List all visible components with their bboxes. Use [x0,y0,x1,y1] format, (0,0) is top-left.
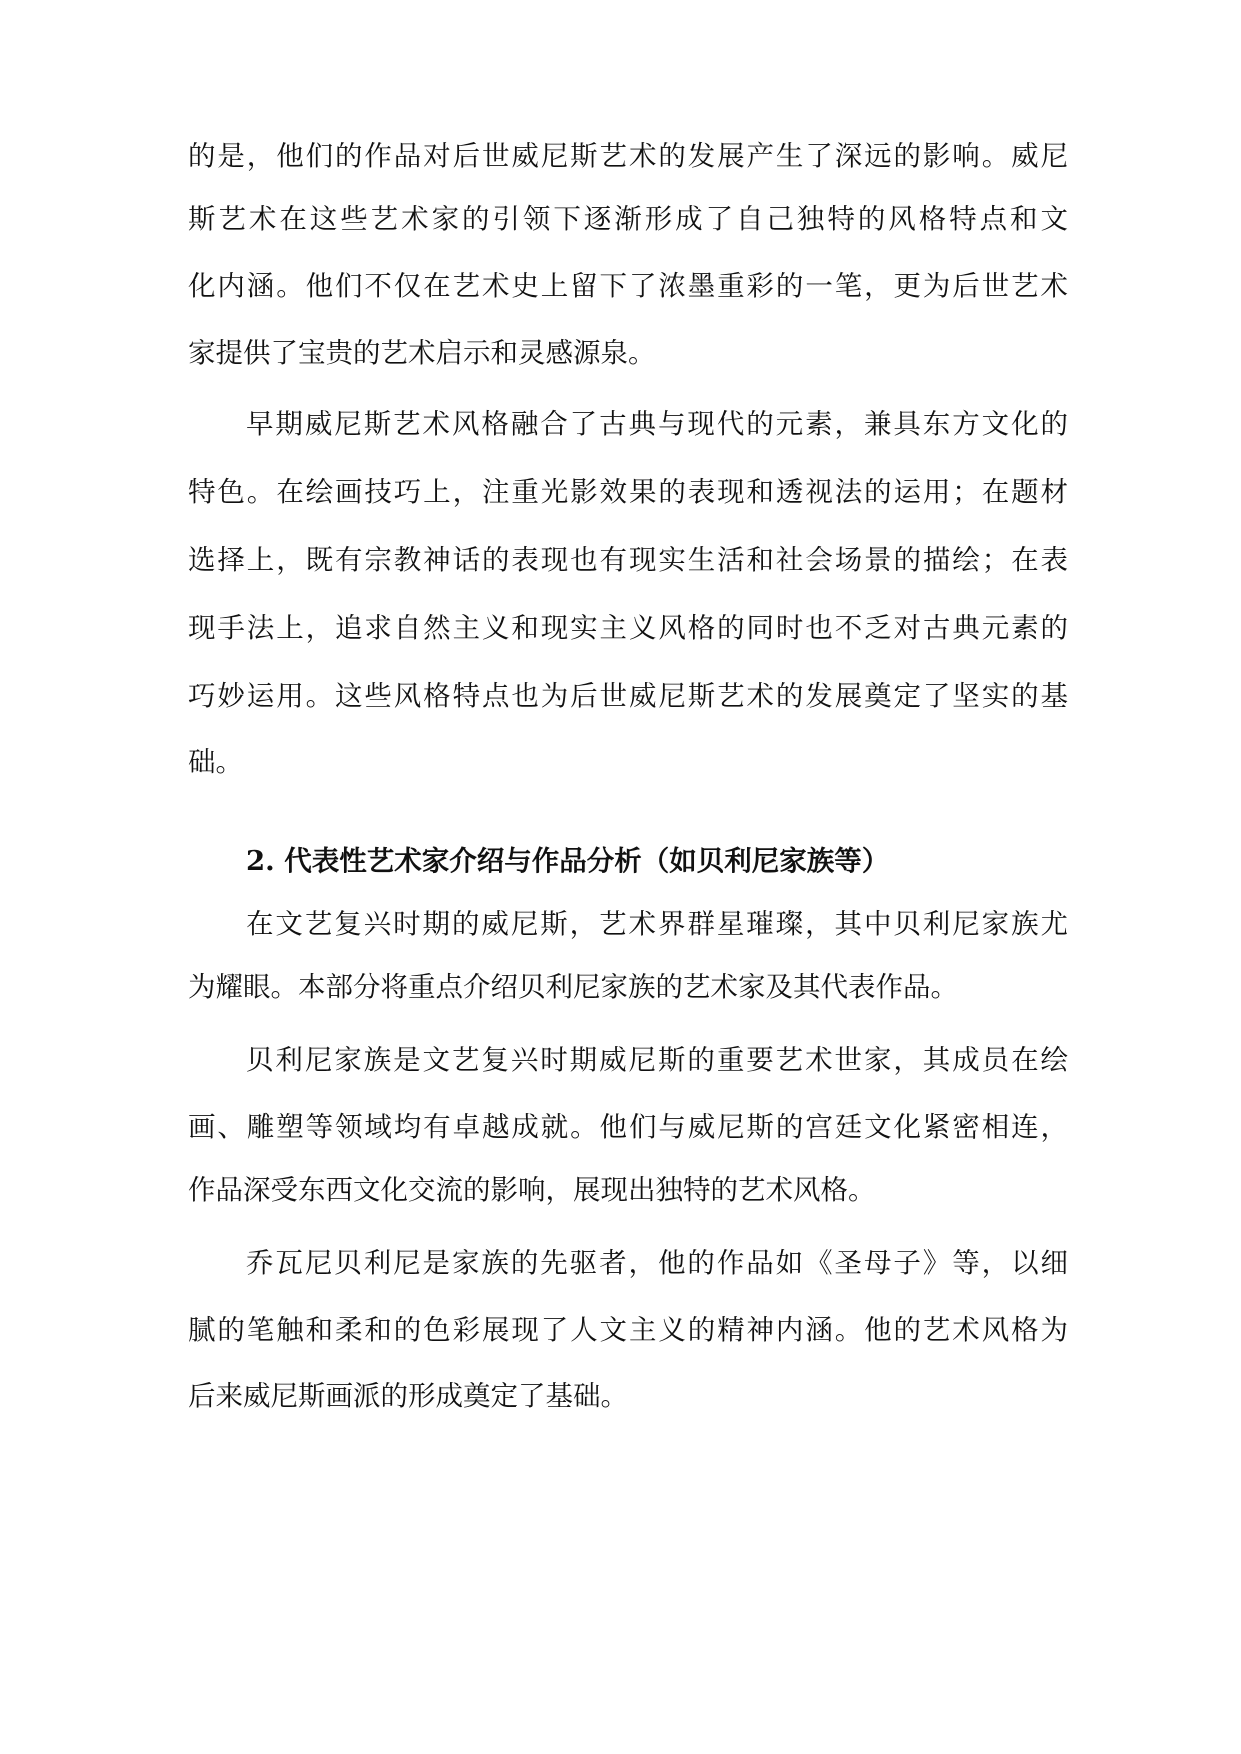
paragraph-2-line-1: 早期威尼斯艺术风格融合了古典与现代的元素，兼具东方文化的 [246,408,1068,440]
paragraph-1-line-1: 的是，他们的作品对后世威尼斯艺术的发展产生了深远的影响。威尼 [188,140,1068,172]
paragraph-4-line-3: 作品深受东西文化交流的影响，展现出独特的艺术风格。 [188,1174,876,1206]
paragraph-2-line-6: 础。 [188,746,243,778]
paragraph-4-line-2: 画、雕塑等领域均有卓越成就。他们与威尼斯的宫廷文化紧密相连， [188,1111,1068,1143]
paragraph-5-line-3: 后来威尼斯画派的形成奠定了基础。 [188,1380,628,1412]
paragraph-3-line-2: 为耀眼。本部分将重点介绍贝利尼家族的艺术家及其代表作品。 [188,971,958,1003]
paragraph-1-line-2: 斯艺术在这些艺术家的引领下逐渐形成了自己独特的风格特点和文 [188,203,1068,235]
paragraph-1-line-4: 家提供了宝贵的艺术启示和灵感源泉。 [188,337,656,369]
paragraph-5-line-1: 乔瓦尼贝利尼是家族的先驱者，他的作品如《圣母子》等，以细 [246,1247,1068,1279]
paragraph-2-line-4: 现手法上，追求自然主义和现实主义风格的同时也不乏对古典元素的 [188,612,1068,644]
paragraph-5-line-2: 腻的笔触和柔和的色彩展现了人文主义的精神内涵。他的艺术风格为 [188,1314,1068,1346]
paragraph-3-line-1: 在文艺复兴时期的威尼斯，艺术界群星璀璨，其中贝利尼家族尤 [246,908,1068,940]
paragraph-4-line-1: 贝利尼家族是文艺复兴时期威尼斯的重要艺术世家，其成员在绘 [246,1044,1068,1076]
paragraph-2-line-5: 巧妙运用。这些风格特点也为后世威尼斯艺术的发展奠定了坚实的基 [188,680,1068,712]
paragraph-2-line-2: 特色。在绘画技巧上，注重光影效果的表现和透视法的运用；在题材 [188,476,1068,508]
paragraph-2-line-3: 选择上，既有宗教神话的表现也有现实生活和社会场景的描绘；在表 [188,544,1068,576]
paragraph-1-line-3: 化内涵。他们不仅在艺术史上留下了浓墨重彩的一笔，更为后世艺术 [188,270,1068,302]
section-heading: 2. 代表性艺术家介绍与作品分析（如贝利尼家族等） [246,845,890,877]
